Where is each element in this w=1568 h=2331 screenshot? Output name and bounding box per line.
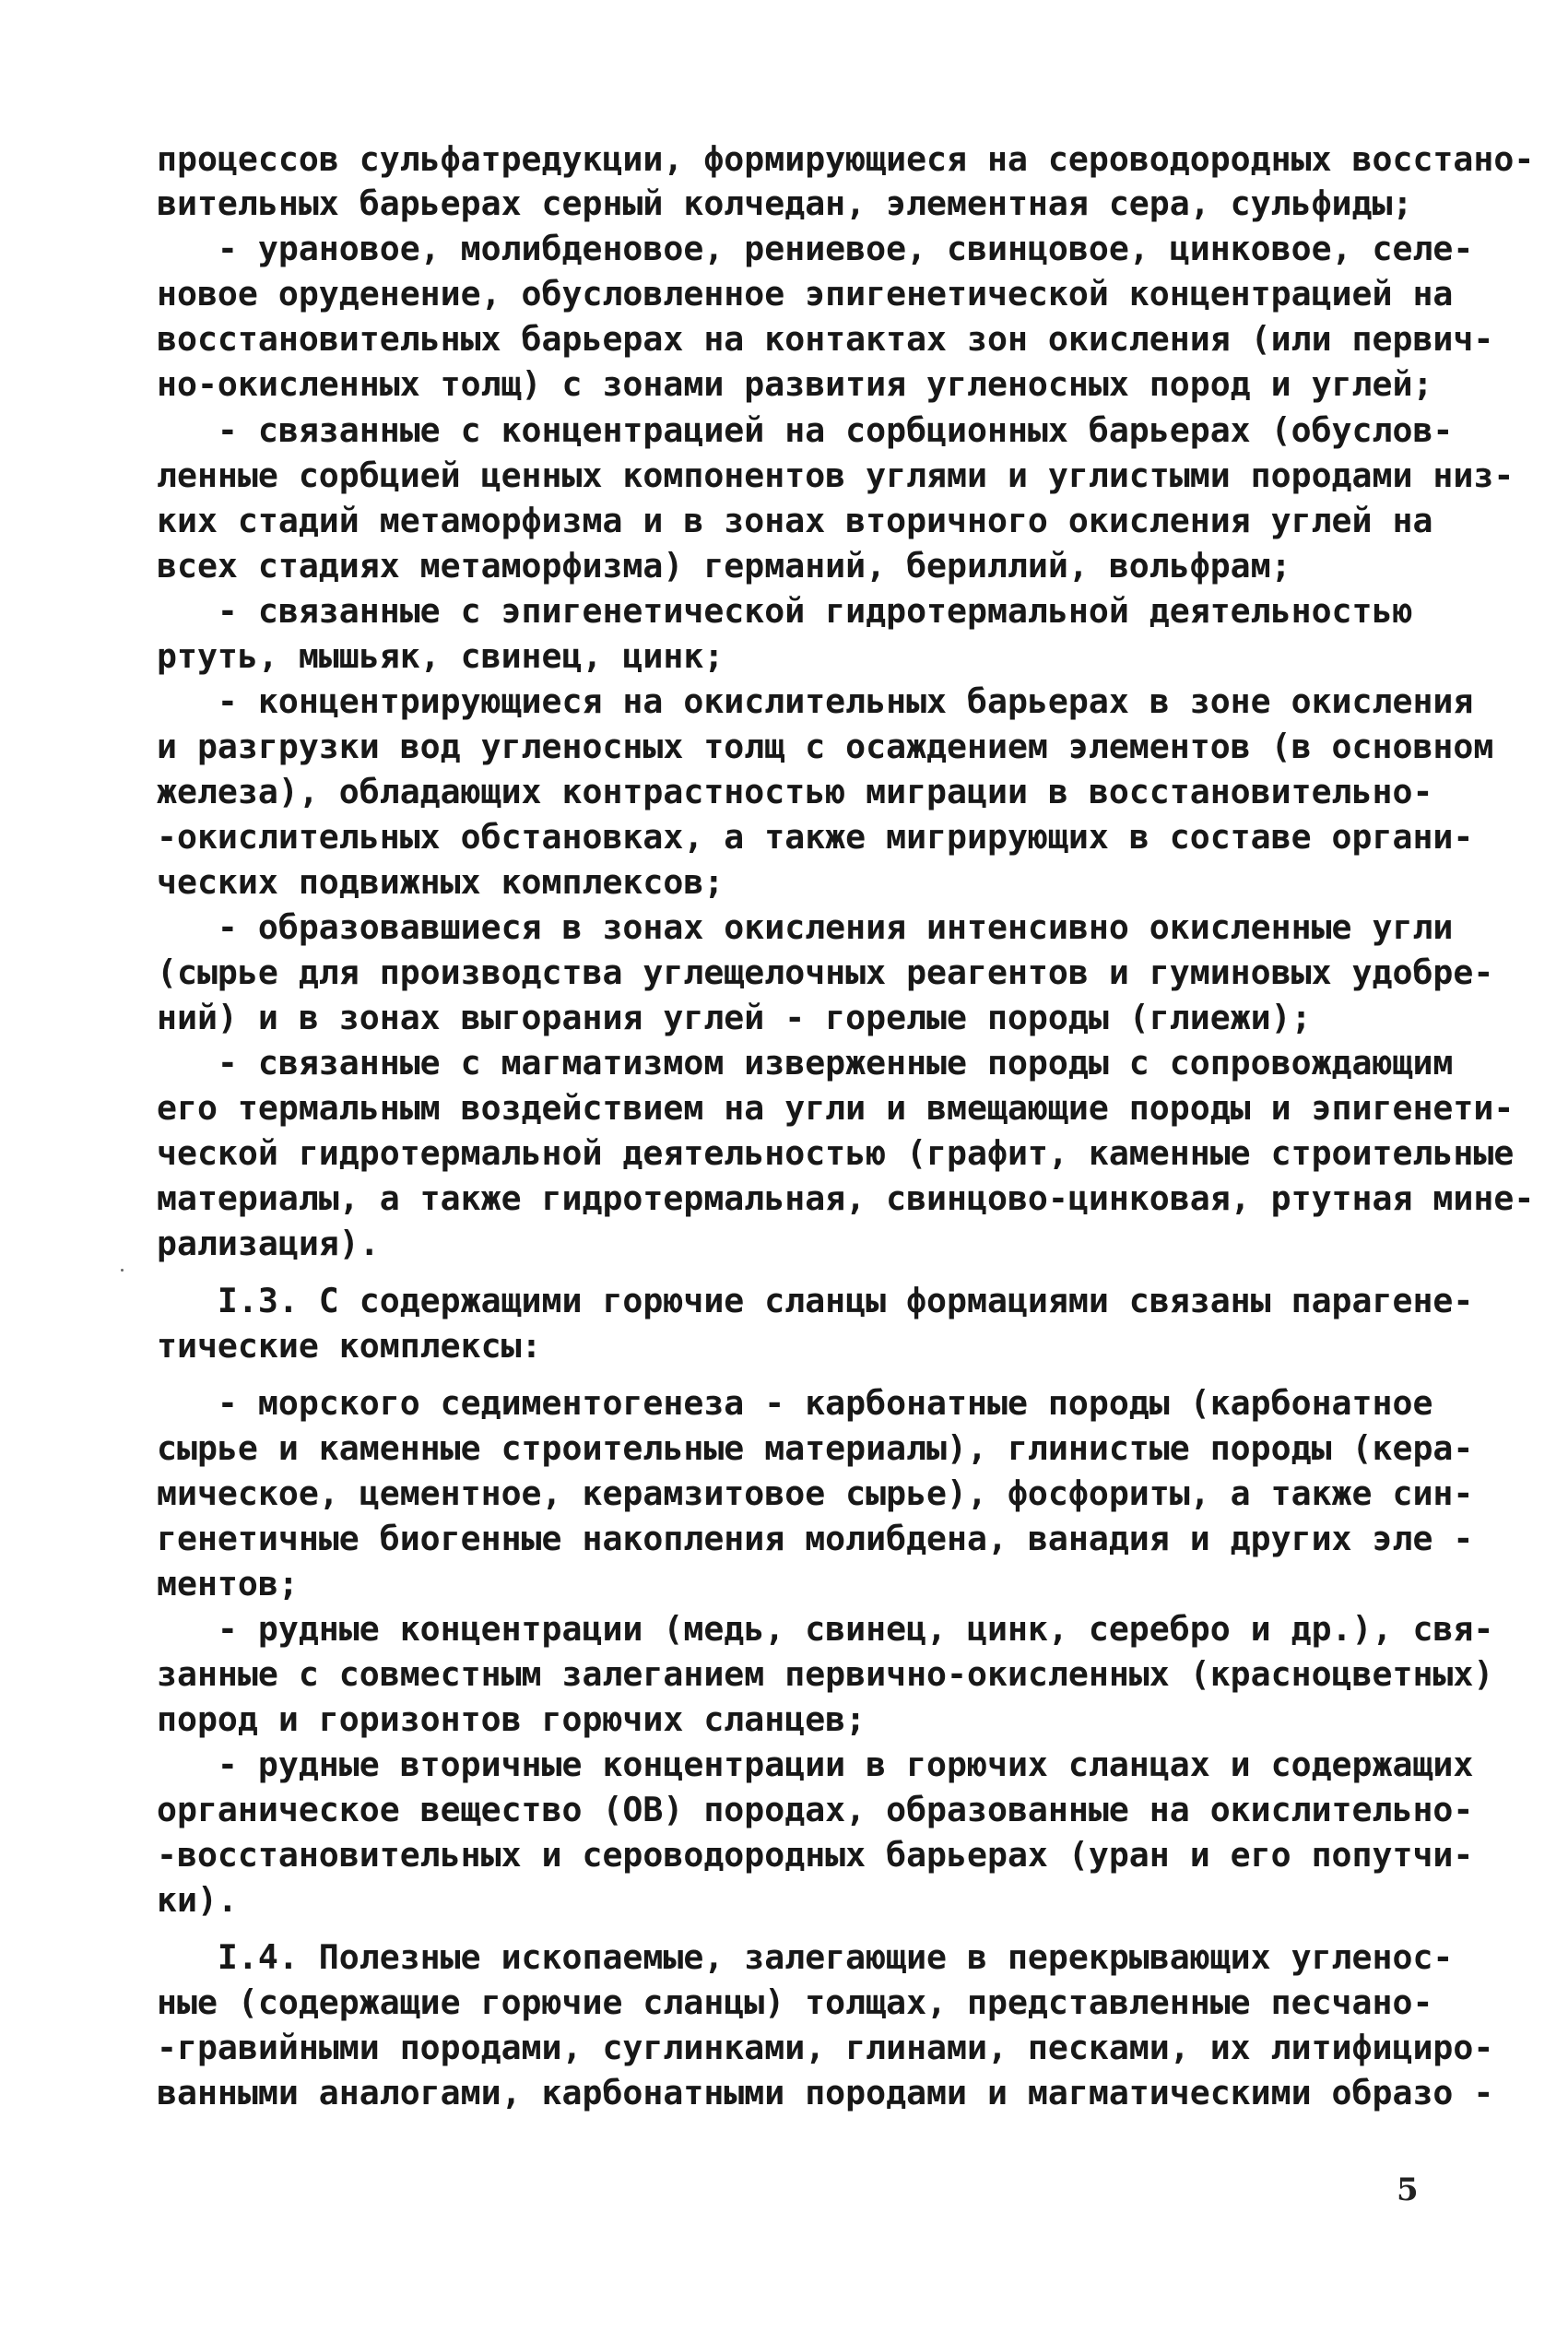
text-line: ческой гидротермальной деятельностью (графит, каменные строительные [157,1133,1515,1173]
text-line: вительных барьерах серный колчедан, элементная сера, сульфиды; [157,183,1413,223]
text-line: ческих подвижных комплексов; [157,862,725,902]
text-line: железа), обладающих контрастностью миграции в восстановительно- [157,772,1433,811]
text-line: генетичные биогенные накопления молибдена, ванадия и других эле - [157,1519,1474,1558]
text-line: ментов; [157,1564,299,1603]
text-line: ные (содержащие горючие сланцы) толщах, представленные песчано- [157,1982,1433,2022]
text-line: - связанные с магматизмом изверженные породы с сопровождающим [157,1043,1454,1083]
text-line: -гравийными породами, суглинками, глинами, песками, их литифициро- [157,2028,1494,2067]
text-line: I.4. Полезные ископаемые, залегающие в перекрывающих угленос- [157,1937,1454,1977]
text-line: - рудные концентрации (медь, свинец, цинк, серебро и др.), свя- [157,1609,1494,1649]
text-line: ких стадий метаморфизма и в зонах вторичного окисления углей на [157,501,1433,540]
text-line: - связанные с концентрацией на сорбционных барьерах (обуслов- [157,410,1454,450]
text-line: рализация). [157,1224,380,1263]
text-line: - рудные вторичные концентрации в горючих сланцах и содержащих [157,1745,1474,1784]
text-line: но-окисленных толщ) с зонами развития угленосных пород и углей; [157,364,1433,404]
text-line: ванными аналогами, карбонатными породами и магматическими образо - [157,2073,1494,2112]
text-line: и разгрузки вод угленосных толщ с осаждением элементов (в основном [157,727,1494,766]
text-line: ний) и в зонах выгорания углей - горелые породы (глиежи); [157,998,1312,1037]
text-line: -восстановительных и сероводородных барьерах (уран и его попутчи- [157,1835,1474,1875]
text-line: новое оруденение, обусловленное эпигенетической концентрацией на [157,274,1454,314]
text-line: пород и горизонтов горючих сланцев; [157,1699,867,1739]
text-line: материалы, а также гидротермальная, свинцово-цинковая, ртутная мине- [157,1178,1535,1218]
text-line: - образовавшиеся в зонах окисления интенсивно окисленные угли [157,907,1454,947]
text-line: восстановительных барьерах на контактах зон окисления (или первич- [157,319,1494,359]
text-line: - связанные с эпигенетической гидротермальной деятельностью [157,591,1413,631]
text-line: занные с совместным залеганием первично-окисленных (красноцветных) [157,1654,1494,1694]
text-line: тические комплексы: [157,1326,542,1366]
text-line: процессов сульфатредукции, формирующиеся на сероводородных восстано- [157,139,1535,179]
scan-speck [121,1269,124,1272]
text-line: - концентрирующиеся на окислительных барьерах в зоне окисления [157,681,1474,721]
text-line: I.3. С содержащими горючие сланцы формациями связаны парагене- [157,1281,1474,1320]
page-number: 5 [1397,2171,1419,2208]
text-line: ртуть, мышьяк, свинец, цинк; [157,636,725,676]
text-line: -окислительных обстановках, а также мигрирующих в составе органи- [157,817,1474,857]
text-line: ленные сорбцией ценных компонентов углями и углистыми породами низ- [157,456,1515,495]
text-line: - урановое, молибденовое, рениевое, свинцовое, цинковое, селе- [157,229,1474,268]
text-line: ки). [157,1880,238,1920]
text-line: всех стадиях метаморфизма) германий, бериллий, вольфрам; [157,546,1291,586]
text-line: (сырье для производства углещелочных реагентов и гуминовых удобре- [157,953,1494,992]
text-line: - морского седиментогенеза - карбонатные породы (карбонатное [157,1383,1433,1423]
text-line: сырье и каменные строительные материалы), глинистые породы (кера- [157,1428,1474,1468]
text-line: его термальным воздействием на угли и вмещающие породы и эпигенети- [157,1088,1515,1128]
text-line: мическое, цементное, керамзитовое сырье), фосфориты, а также син- [157,1473,1474,1513]
text-line: органическое вещество (ОВ) породах, образованные на окислительно- [157,1790,1474,1829]
